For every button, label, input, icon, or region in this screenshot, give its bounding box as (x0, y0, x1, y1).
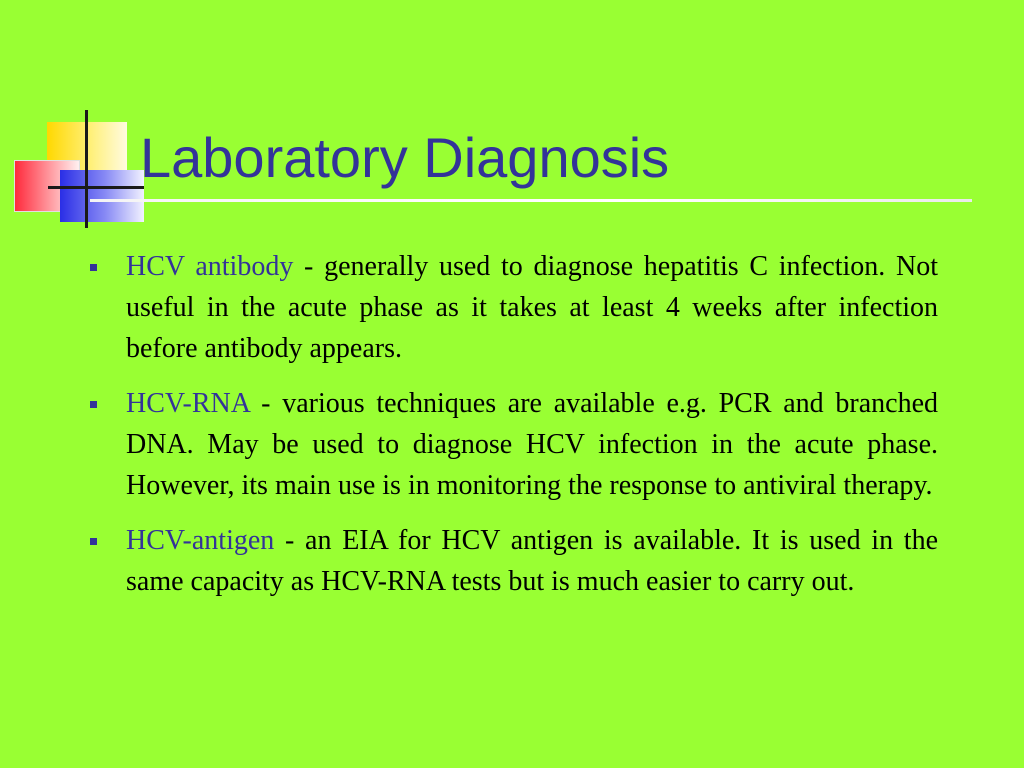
bullet-text: - an EIA for HCV antigen is available. It is used in the same capacity as HCV-RNA tests but is much easier to carry out. (126, 525, 938, 597)
blue-square-shape (60, 170, 144, 222)
bullet-term: HCV antibody (126, 251, 294, 282)
square-bullet-icon (90, 264, 97, 271)
square-bullet-icon (90, 538, 97, 545)
bullet-list (88, 246, 938, 616)
bullet-item-hcv-antigen (88, 520, 938, 602)
bullet-term: HCV-RNA (126, 388, 250, 419)
slide-title: Laboratory Diagnosis (140, 126, 670, 189)
vertical-line-shape (85, 110, 88, 228)
title-underline-rule (90, 199, 972, 202)
bullet-item-hcv-rna (88, 383, 938, 506)
horizontal-line-shape (48, 186, 144, 189)
decorative-squares-logo (0, 0, 160, 240)
bullet-item-hcv-antibody (88, 246, 938, 369)
bullet-text: - generally used to diagnose hepatitis C infection. Not useful in the acute phase as it takes at least 4 weeks after infection before antibody appears. (126, 251, 938, 364)
bullet-text: - various techniques are available e.g. PCR and branched DNA. May be used to diagnose HCV infection in the acute phase. However, its main use is in monitoring the response to antiviral therapy. (126, 388, 938, 501)
square-bullet-icon (90, 401, 97, 408)
bullet-term: HCV-antigen (126, 525, 275, 556)
